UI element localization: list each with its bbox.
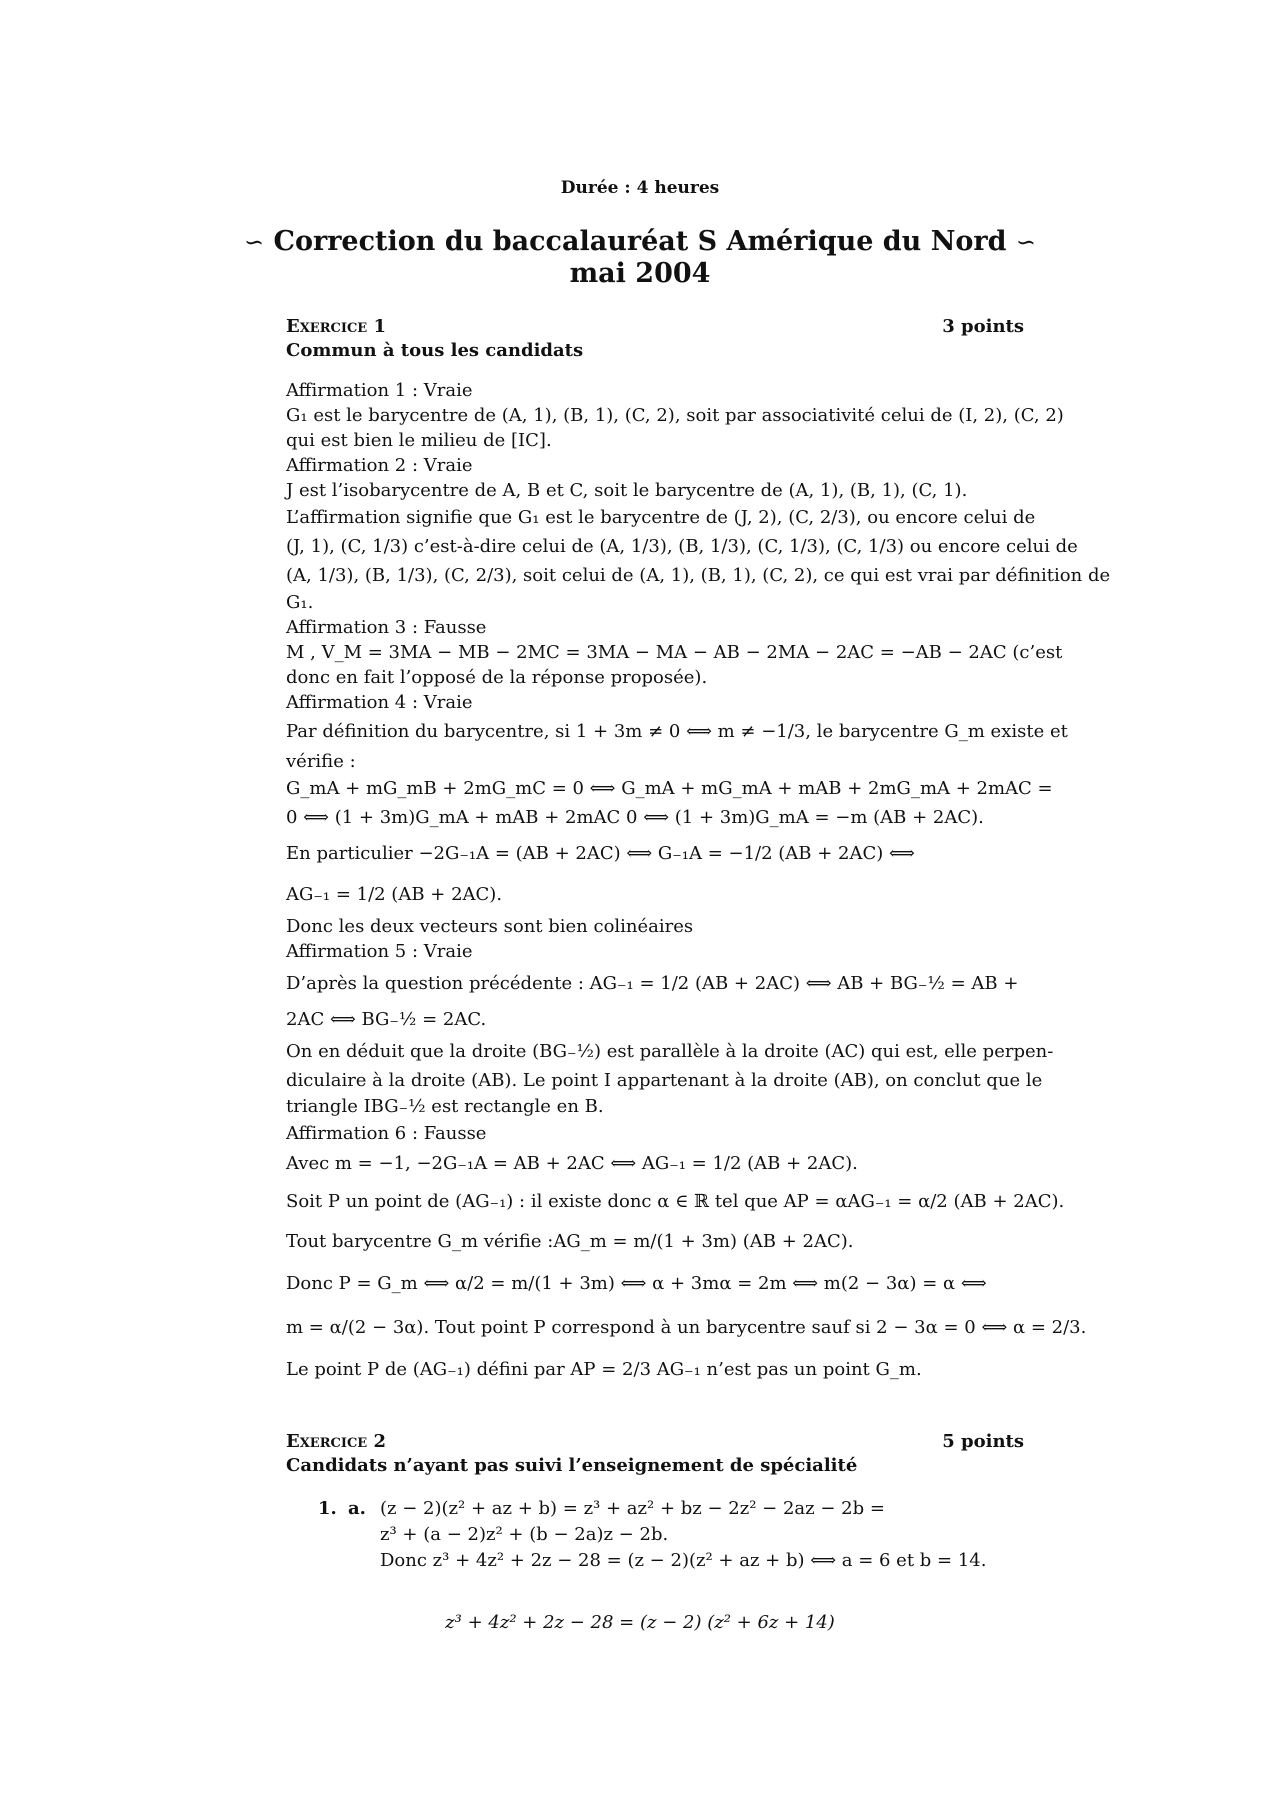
item-letter: a. bbox=[348, 1498, 366, 1519]
exercise-2-subtitle: Candidats n’ayant pas suivi l’enseignement de spécialité bbox=[286, 1455, 858, 1476]
text-line: On en déduit que la droite (BG₋½) est parallèle à la droite (AC) qui est, elle perpen- bbox=[286, 1041, 1054, 1062]
text-line: G_mA + mG_mB + 2mG_mC = 0 ⟺ G_mA + mG_mA + mAB + 2mG_mA + 2mAC = bbox=[286, 778, 1053, 799]
text-line: Affirmation 3 : Fausse bbox=[286, 617, 487, 638]
exercise-1-subtitle: Commun à tous les candidats bbox=[286, 340, 584, 361]
text-line: En particulier −2G₋₁A = (AB + 2AC) ⟺ G₋₁A = −1/2 (AB + 2AC) ⟺ bbox=[286, 843, 915, 864]
text-line: (z − 2)(z² + az + b) = z³ + az² + bz − 2z² − 2az − 2b = bbox=[380, 1498, 885, 1519]
text-line: J est l’isobarycentre de A, B et C, soit le barycentre de (A, 1), (B, 1), (C, 1). bbox=[286, 480, 968, 501]
ornament-right-icon: ∽ bbox=[1015, 228, 1037, 256]
text-line: AG₋₁ = 1/2 (AB + 2AC). bbox=[286, 884, 503, 905]
text-line: Affirmation 5 : Vraie bbox=[286, 941, 473, 962]
text-line: m = α/(2 − 3α). Tout point P correspond à un barycentre sauf si 2 − 3α = 0 ⟺ α = 2/3. bbox=[286, 1317, 1087, 1338]
text-line: Affirmation 6 : Fausse bbox=[286, 1123, 487, 1144]
exercise-1-label: Exercice 1 bbox=[286, 316, 386, 337]
exercise-2-points: 5 points bbox=[942, 1431, 1024, 1452]
duration-label: Durée : 4 heures bbox=[560, 178, 720, 198]
text-line: Donc z³ + 4z² + 2z − 28 = (z − 2)(z² + az + b) ⟺ a = 6 et b = 14. bbox=[380, 1550, 987, 1571]
text-line: diculaire à la droite (AB). Le point I appartenant à la droite (AB), on conclut que le bbox=[286, 1070, 1043, 1091]
text-line: L’affirmation signifie que G₁ est le barycentre de (J, 2), (C, 2/3), ou encore celui de bbox=[286, 507, 1036, 528]
exercise-1-body bbox=[286, 378, 1111, 1390]
text-line: Affirmation 4 : Vraie bbox=[286, 692, 473, 713]
exercise-2-label: Exercice 2 bbox=[286, 1431, 386, 1452]
text-line: Par définition du barycentre, si 1 + 3m ≠ 0 ⟺ m ≠ −1/3, le barycentre G_m existe et bbox=[286, 721, 1068, 742]
text-line: 2AC ⟺ BG₋½ = 2AC. bbox=[286, 1009, 487, 1030]
text-line: 0 ⟺ (1 + 3m)G_mA + mAB + 2mAC 0 ⟺ (1 + 3m)G_mA = −m (AB + 2AC). bbox=[286, 807, 984, 828]
text-line: Le point P de (AG₋₁) défini par AP = 2/3 AG₋₁ n’est pas un point G_m. bbox=[286, 1359, 922, 1380]
text-line: G₁. bbox=[286, 592, 314, 613]
item-content bbox=[380, 1496, 986, 1574]
text-line: triangle IBG₋½ est rectangle en B. bbox=[286, 1096, 604, 1117]
text-line: M , V_M = 3MA − MB − 2MC = 3MA − MA − AB − 2MA − 2AC = −AB − 2AC (c’est bbox=[286, 642, 1063, 663]
exercise-2-header bbox=[286, 1430, 1024, 1478]
title-line-2: mai 2004 bbox=[569, 258, 711, 289]
display-equation: z³ + 4z² + 2z − 28 = (z − 2) (z² + 6z + 14) bbox=[445, 1612, 835, 1633]
text-line: Soit P un point de (AG₋₁) : il existe donc α ∈ ℝ tel que AP = αAG₋₁ = α/2 (AB + 2AC). bbox=[286, 1191, 1065, 1212]
text-line: z³ + (a − 2)z² + (b − 2a)z − 2b. bbox=[380, 1524, 669, 1545]
text-line: G₁ est le barycentre de (A, 1), (B, 1), (C, 2), soit par associativité celui de (I, 2), (C, 2) bbox=[286, 405, 1064, 426]
text-line: D’après la question précédente : AG₋₁ = 1/2 (AB + 2AC) ⟺ AB + BG₋½ = AB + bbox=[286, 973, 1019, 994]
document-title bbox=[0, 226, 1280, 289]
text-line: (J, 1), (C, 1/3) c’est-à-dire celui de (A, 1/3), (B, 1/3), (C, 1/3), (C, 1/3) ou encore celui de bbox=[286, 536, 1078, 557]
exercise-1-points: 3 points bbox=[942, 316, 1024, 337]
title-line-1: Correction du baccalauréat S Amérique du Nord bbox=[273, 226, 1007, 257]
exercise-1-header bbox=[286, 315, 1024, 363]
text-line: (A, 1/3), (B, 1/3), (C, 2/3), soit celui de (A, 1), (B, 1), (C, 2), ce qui est vrai par définition de bbox=[286, 565, 1111, 586]
text-line: Donc P = G_m ⟺ α/2 = m/(1 + 3m) ⟺ α + 3mα = 2m ⟺ m(2 − 3α) = α ⟺ bbox=[286, 1273, 987, 1294]
ornament-left-icon: ∽ bbox=[243, 228, 265, 256]
item-number: 1. bbox=[318, 1498, 337, 1519]
text-line: Affirmation 2 : Vraie bbox=[286, 455, 473, 476]
text-line: Affirmation 1 : Vraie bbox=[286, 380, 473, 401]
text-line: donc en fait l’opposé de la réponse proposée). bbox=[286, 667, 708, 688]
text-line: Donc les deux vecteurs sont bien colinéaires bbox=[286, 916, 694, 937]
text-line: Avec m = −1, −2G₋₁A = AB + 2AC ⟺ AG₋₁ = 1/2 (AB + 2AC). bbox=[286, 1153, 858, 1174]
text-line: vérifie : bbox=[286, 751, 356, 772]
text-line: Tout barycentre G_m vérifie :AG_m = m/(1 + 3m) (AB + 2AC). bbox=[286, 1231, 854, 1252]
text-line: qui est bien le milieu de [IC]. bbox=[286, 430, 552, 451]
